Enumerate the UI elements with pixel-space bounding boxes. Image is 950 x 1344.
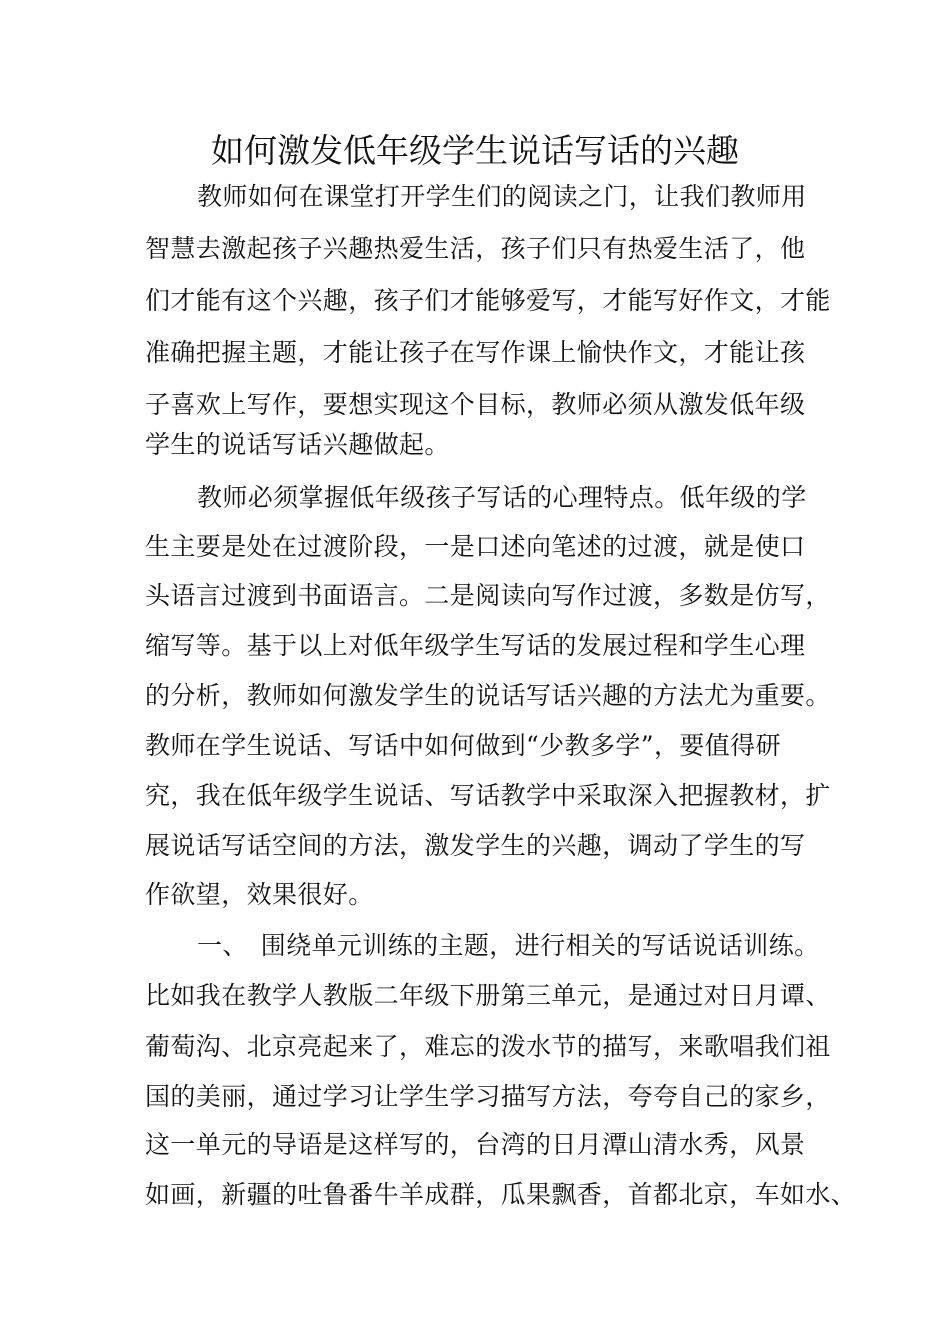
section-heading-line: 一、 围绕单元训练的主题，进行相关的写话说话训练。: [197, 931, 820, 960]
document-title: 如何激发低年级学生说话写话的兴趣: [211, 131, 739, 170]
paragraph-3-line: 国的美丽，通过学习让学生学习描写方法，夸夸自己的家乡，: [145, 1082, 831, 1111]
paragraph-2-line: 作欲望，效果很好。: [145, 880, 374, 909]
paragraph-1-line: 智慧去激起孩子兴趣热爱生活，孩子们只有热爱生活了，他: [145, 234, 806, 263]
paragraph-2-line: 究，我在低年级学生说话、写话教学中采取深入把握教材，扩: [145, 781, 831, 810]
paragraph-3-line: 比如我在教学人教版二年级下册第三单元，是通过对日月谭、: [145, 981, 831, 1010]
paragraph-3-line: 如画，新疆的吐鲁番牛羊成群，瓜果飘香，首都北京，车如水、: [145, 1180, 857, 1209]
paragraph-2-line: 展说话写话空间的方法，激发学生的兴趣，调动了学生的写: [145, 831, 806, 860]
paragraph-2-line: 教师在学生说话、写话中如何做到“少教多学”，要值得研: [145, 731, 781, 760]
paragraph-2-line: 生主要是处在过渡阶段，一是口述向笔述的过渡，就是使口: [145, 532, 806, 561]
paragraph-1-line: 准确把握主题，才能让孩子在写作课上愉快作文，才能让孩: [145, 338, 806, 367]
paragraph-2-line: 教师必须掌握低年级孩子写话的心理特点。低年级的学: [197, 483, 807, 512]
paragraph-1-line: 子喜欢上写作，要想实现这个目标，教师必须从激发低年级: [145, 390, 806, 419]
paragraph-2-line: 的分析，教师如何激发学生的说话写话兴趣的方法尤为重要。: [145, 681, 831, 710]
paragraph-2-line: 头语言过渡到书面语言。二是阅读向写作过渡，多数是仿写，: [145, 581, 831, 610]
paragraph-3-line: 这一单元的导语是这样写的，台湾的日月潭山清水秀，风景: [145, 1130, 806, 1159]
paragraph-1-line: 教师如何在课堂打开学生们的阅读之门，让我们教师用: [197, 182, 807, 211]
paragraph-2-line: 缩写等。基于以上对低年级学生写话的发展过程和学生心理: [145, 631, 806, 660]
paragraph-1-line: 们才能有这个兴趣，孩子们才能够爱写，才能写好作文，才能: [145, 286, 831, 315]
paragraph-1-line: 学生的说话写话兴趣做起。: [145, 430, 450, 459]
paragraph-3-line: 葡萄沟、北京亮起来了，难忘的泼水节的描写，来歌唱我们祖: [145, 1032, 831, 1061]
